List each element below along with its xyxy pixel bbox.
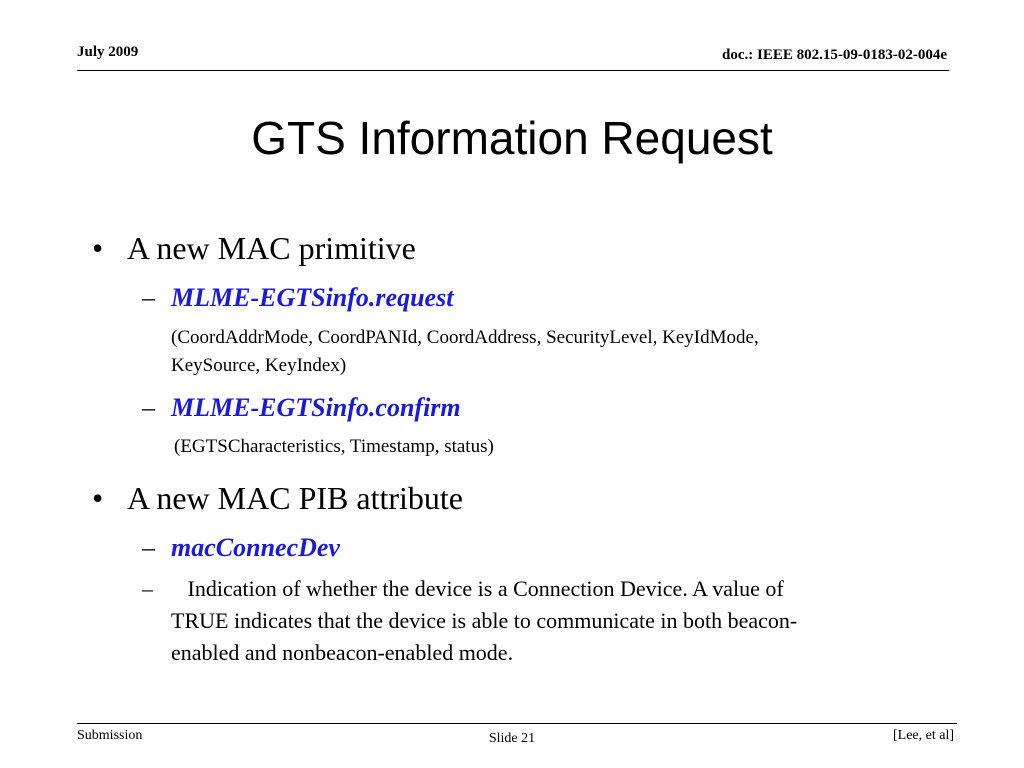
footer-divider [77, 723, 957, 724]
header-date: July 2009 [77, 44, 139, 60]
footer-authors: [Lee, et al] [892, 728, 954, 743]
bullet-new-mac-pib-attribute [92, 478, 892, 518]
attribute-name: macConnecDev [171, 533, 340, 562]
description-line3: enabled and nonbeacon-enabled mode. [171, 640, 514, 665]
bullet-text: A new MAC PIB attribute [127, 480, 463, 516]
description-line1: Indication of whether the device is a Connection Device. A value of [187, 576, 784, 601]
dash-marker: – [142, 283, 155, 312]
header-divider [77, 70, 949, 71]
primitive-name-confirm: MLME-EGTSinfo.confirm [171, 393, 461, 422]
request-params-line1: (CoordAddrMode, CoordPANId, CoordAddress, SecurityLevel, KeyIdMode, [171, 327, 759, 348]
footer-submission: Submission [77, 728, 143, 743]
dash-marker: – [142, 393, 155, 422]
request-params-line2: KeySource, KeyIndex) [171, 355, 347, 376]
sub-item-egtsinfo-confirm [142, 392, 942, 424]
description-line2: TRUE indicates that the device is able to communicate in both beacon- [171, 608, 798, 633]
bullet-text: A new MAC primitive [127, 230, 416, 266]
sub-item-macconnecdev [142, 532, 942, 564]
slide-title: GTS Information Request [251, 112, 773, 164]
bullet-new-mac-primitive [92, 228, 892, 268]
header-doc-id: doc.: IEEE 802.15-09-0183-02-004e [722, 47, 947, 63]
footer-slide-number: Slide 21 [488, 731, 536, 746]
bullet-marker: • [92, 230, 104, 266]
confirm-params: (EGTSCharacteristics, Timestamp, status) [174, 436, 494, 457]
sub-item-description [142, 573, 942, 605]
bullet-marker: • [92, 480, 104, 516]
sub-item-egtsinfo-request [142, 282, 942, 314]
primitive-name-request: MLME-EGTSinfo.request [171, 283, 454, 312]
dash-marker: – [142, 533, 155, 562]
dash-marker: – [142, 576, 153, 601]
